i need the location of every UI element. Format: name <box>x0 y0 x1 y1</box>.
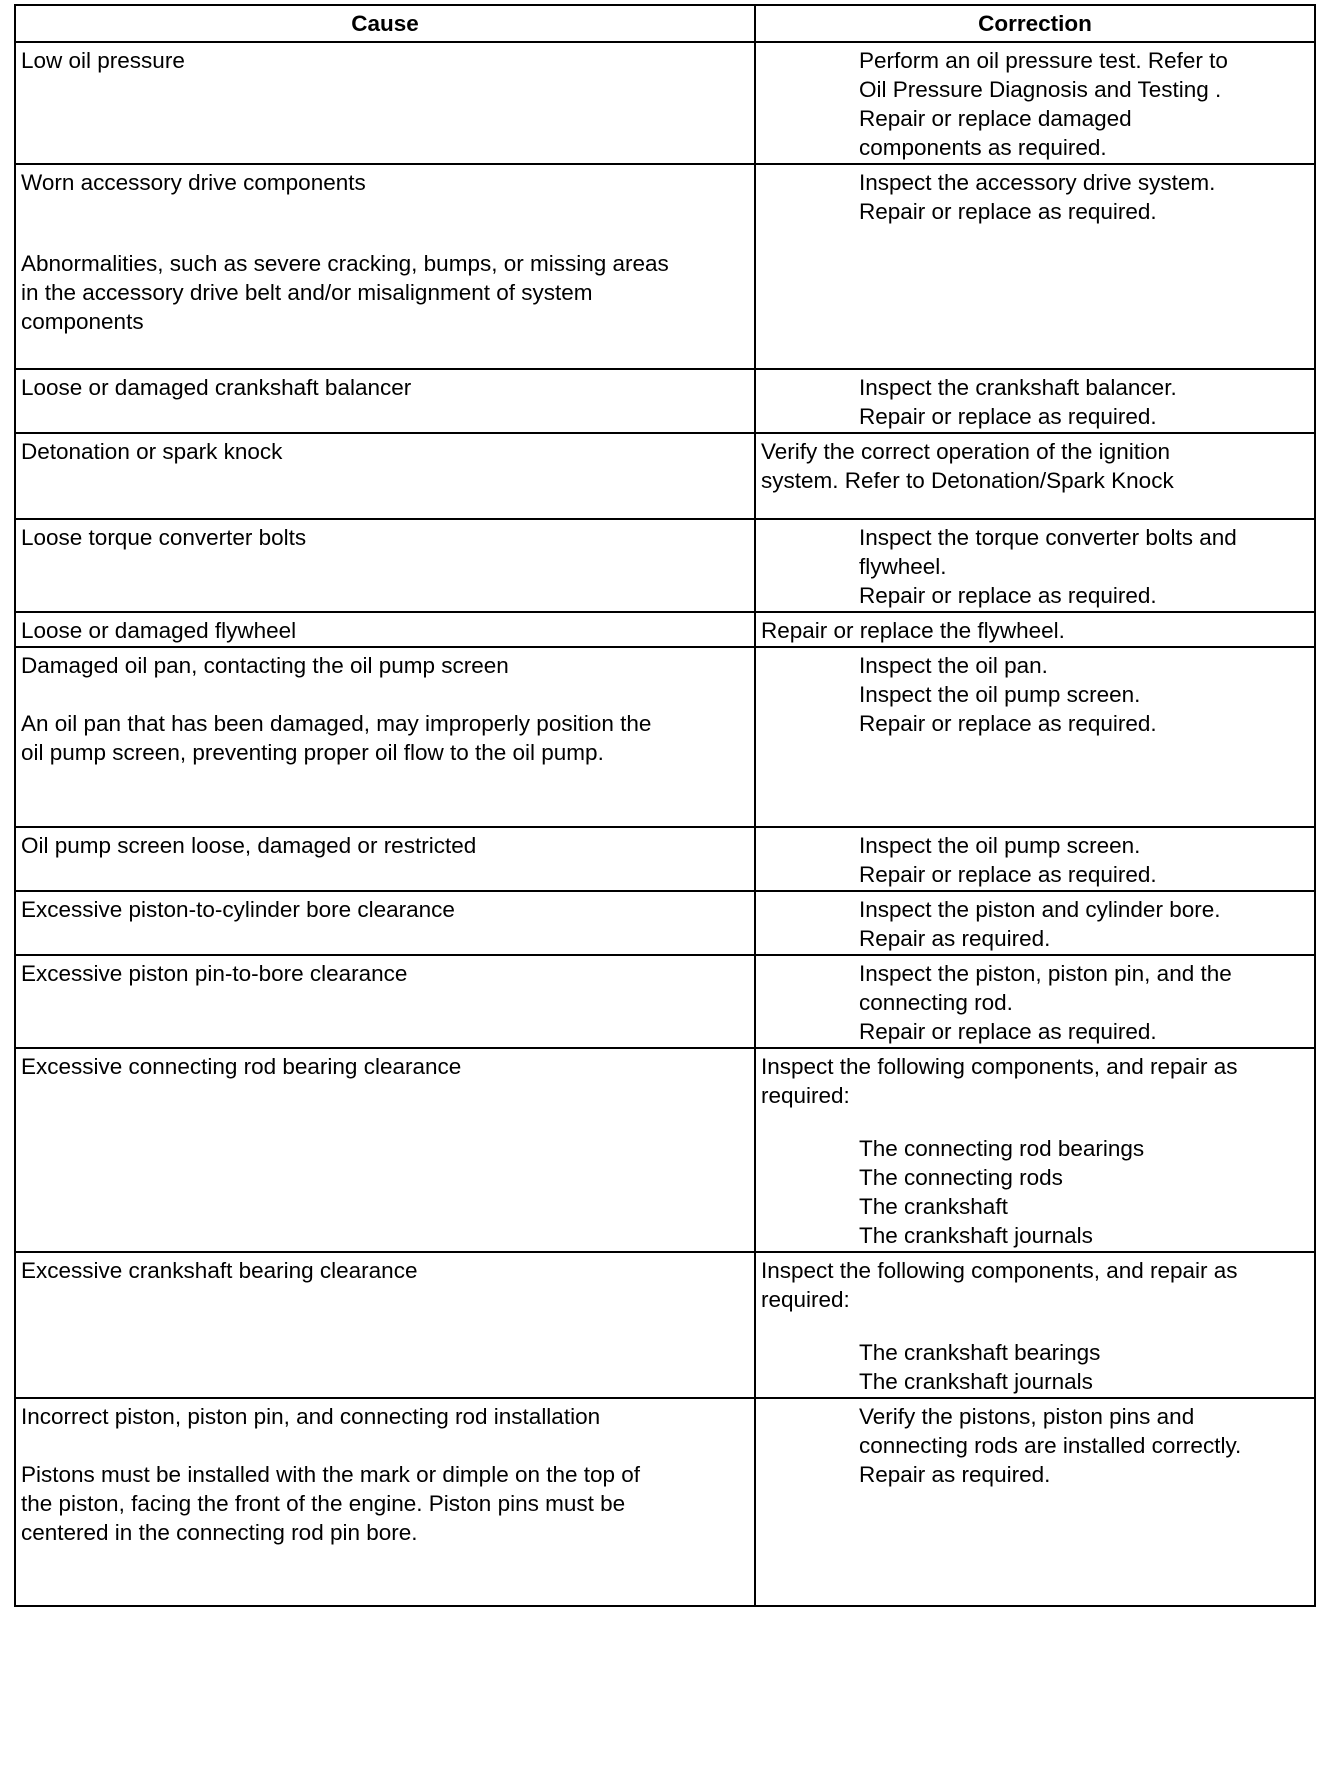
correction-step: connecting rod. <box>859 990 1013 1015</box>
spacer <box>761 1314 1309 1338</box>
cause-note-text: An oil pan that has been damaged, may improperly position the <box>21 711 652 736</box>
correction-step: Inspect the oil pump screen. <box>859 833 1141 858</box>
cause-cell <box>15 1252 755 1398</box>
cause-text: Loose or damaged crankshaft balancer <box>21 375 412 400</box>
cause-cell <box>15 955 755 1048</box>
correction-header: Correction <box>755 5 1315 42</box>
correction-text: required: <box>761 1287 850 1312</box>
cause-note-text: oil pump screen, preventing proper oil flow to the oil pump. <box>21 740 604 765</box>
correction-cell <box>755 891 1315 955</box>
cause-text: Worn accessory drive components <box>21 170 366 195</box>
correction-step: components as required. <box>859 135 1107 160</box>
cause-header: Cause <box>15 5 755 42</box>
table-row <box>15 955 1315 1048</box>
diagnostic-table-page <box>14 4 1314 1607</box>
correction-cell <box>755 42 1315 164</box>
cause-cell <box>15 1398 755 1606</box>
cause-cell <box>15 1048 755 1252</box>
correction-cell <box>755 1048 1315 1252</box>
correction-cell <box>755 433 1315 519</box>
cause-cell <box>15 164 755 369</box>
table-body <box>15 42 1315 1606</box>
cause-note-text: in the accessory drive belt and/or misalignment of system <box>21 280 593 305</box>
correction-step: flywheel. <box>859 554 947 579</box>
correction-text: Inspect the following components, and repair as <box>761 1054 1238 1079</box>
correction-list-item: The connecting rods <box>859 1165 1063 1190</box>
cause-text: Excessive crankshaft bearing clearance <box>21 1258 418 1283</box>
table-row <box>15 891 1315 955</box>
correction-step: Repair or replace as required. <box>859 711 1157 736</box>
cause-note-text: components <box>21 309 144 334</box>
table-row <box>15 1048 1315 1252</box>
cause-note-text: centered in the connecting rod pin bore. <box>21 1520 418 1545</box>
correction-step: Repair as required. <box>859 926 1051 951</box>
cause-cell <box>15 612 755 647</box>
correction-step: Oil Pressure Diagnosis and Testing . <box>859 77 1222 102</box>
correction-step: Inspect the crankshaft balancer. <box>859 375 1177 400</box>
correction-cell <box>755 647 1315 827</box>
correction-cell <box>755 1252 1315 1398</box>
cause-text: Incorrect piston, piston pin, and connecting rod installation <box>21 1404 601 1429</box>
cause-cell <box>15 827 755 891</box>
table-row <box>15 1398 1315 1606</box>
correction-step: Repair or replace as required. <box>859 1019 1157 1044</box>
cause-cell <box>15 433 755 519</box>
correction-step: Verify the pistons, piston pins and <box>859 1404 1195 1429</box>
correction-step: Repair or replace as required. <box>859 583 1157 608</box>
header-row <box>15 5 1315 42</box>
cause-text: Oil pump screen loose, damaged or restricted <box>21 833 477 858</box>
correction-step: Inspect the torque converter bolts and <box>859 525 1237 550</box>
cause-text: Low oil pressure <box>21 48 185 73</box>
correction-list-item: The crankshaft journals <box>859 1223 1093 1248</box>
correction-step: Repair as required. <box>859 1462 1051 1487</box>
table-row <box>15 42 1315 164</box>
correction-text: Inspect the following components, and repair as <box>761 1258 1238 1283</box>
cause-cell <box>15 369 755 433</box>
cause-correction-table <box>14 4 1316 1607</box>
cause-text: Excessive connecting rod bearing clearance <box>21 1054 462 1079</box>
table-row <box>15 612 1315 647</box>
cause-note-text: Pistons must be installed with the mark or dimple on the top of <box>21 1462 641 1487</box>
table-row <box>15 433 1315 519</box>
cause-cell <box>15 647 755 827</box>
cause-cell <box>15 891 755 955</box>
table-row <box>15 827 1315 891</box>
cause-cell <box>15 519 755 612</box>
correction-step: Inspect the piston, piston pin, and the <box>859 961 1232 986</box>
cause-cell <box>15 42 755 164</box>
correction-text: system. Refer to Detonation/Spark Knock <box>761 468 1174 493</box>
correction-step: Perform an oil pressure test. Refer to <box>859 48 1228 73</box>
table-row <box>15 164 1315 369</box>
cause-text: Loose or damaged flywheel <box>21 618 297 643</box>
correction-cell <box>755 955 1315 1048</box>
cause-note-text: Abnormalities, such as severe cracking, bumps, or missing areas <box>21 251 669 276</box>
correction-list-item: The crankshaft bearings <box>859 1340 1101 1365</box>
spacer <box>21 1431 749 1460</box>
correction-text: required: <box>761 1083 850 1108</box>
cause-text: Damaged oil pan, contacting the oil pump screen <box>21 653 509 678</box>
correction-step: Repair or replace as required. <box>859 199 1157 224</box>
cause-text: Detonation or spark knock <box>21 439 283 464</box>
correction-step: Inspect the accessory drive system. <box>859 170 1216 195</box>
correction-list-item: The connecting rod bearings <box>859 1136 1145 1161</box>
correction-cell <box>755 164 1315 369</box>
correction-step: Repair or replace as required. <box>859 404 1157 429</box>
correction-cell <box>755 1398 1315 1606</box>
table-row <box>15 519 1315 612</box>
correction-cell <box>755 827 1315 891</box>
correction-list-item: The crankshaft <box>859 1194 1008 1219</box>
spacer <box>21 197 749 249</box>
table-row <box>15 1252 1315 1398</box>
table-row <box>15 647 1315 827</box>
correction-step: Inspect the oil pump screen. <box>859 682 1141 707</box>
cause-note-text: the piston, facing the front of the engine. Piston pins must be <box>21 1491 626 1516</box>
correction-step: Repair or replace damaged <box>859 106 1132 131</box>
cause-text: Excessive piston-to-cylinder bore clearance <box>21 897 455 922</box>
correction-text: Verify the correct operation of the ignition <box>761 439 1170 464</box>
correction-cell <box>755 369 1315 433</box>
correction-cell <box>755 519 1315 612</box>
spacer <box>761 1110 1309 1134</box>
table-row <box>15 369 1315 433</box>
correction-step: Inspect the piston and cylinder bore. <box>859 897 1221 922</box>
cause-text: Excessive piston pin-to-bore clearance <box>21 961 408 986</box>
cause-text: Loose torque converter bolts <box>21 525 307 550</box>
correction-step: connecting rods are installed correctly. <box>859 1433 1242 1458</box>
correction-cell <box>755 612 1315 647</box>
correction-list-item: The crankshaft journals <box>859 1369 1093 1394</box>
spacer <box>21 680 749 709</box>
correction-step: Inspect the oil pan. <box>859 653 1048 678</box>
correction-text: Repair or replace the flywheel. <box>761 618 1065 643</box>
correction-step: Repair or replace as required. <box>859 862 1157 887</box>
